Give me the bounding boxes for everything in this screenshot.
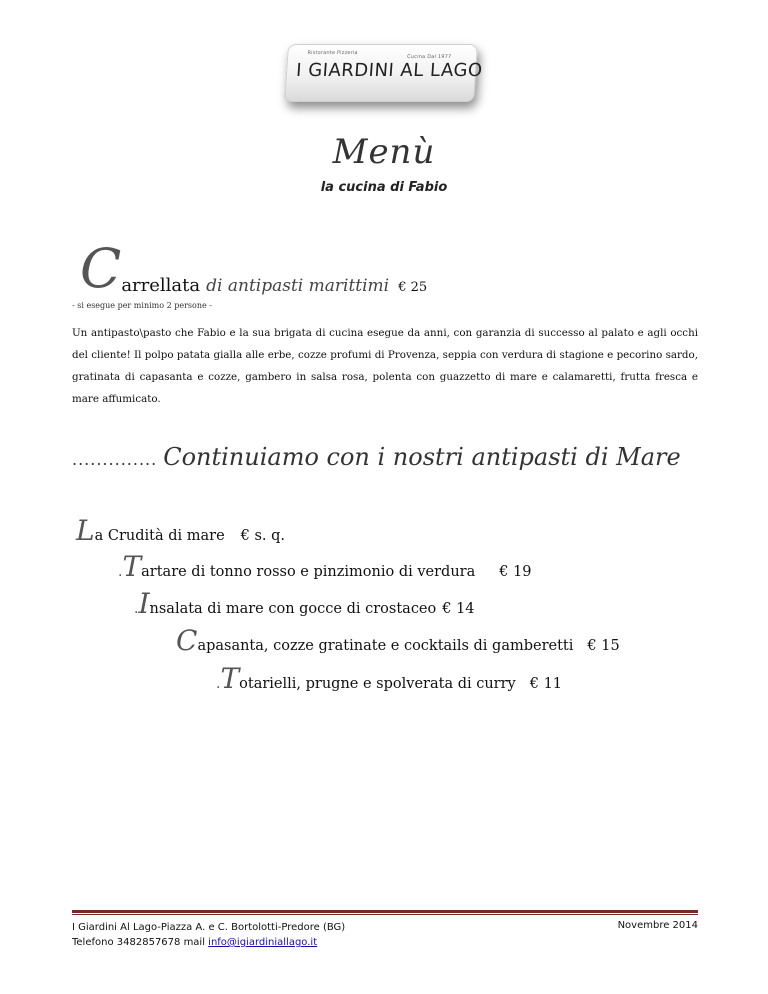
menu-item [176, 624, 620, 657]
footer-address [72, 920, 345, 950]
logo-tagline-right: Cucina Dal 1977 [406, 54, 452, 60]
logo-tagline-left: Ristorante Pizzeria [307, 50, 358, 56]
section-heading [72, 443, 681, 471]
carrellata-note: - si esegue per minimo 2 persone - [72, 301, 212, 310]
menu-item-name: nsalata di mare con gocce di crostaceo [149, 601, 437, 617]
menu-item-name: otarielli, prugne e spolverata di curry [239, 676, 516, 692]
menu-item-price: € 19 [499, 564, 532, 580]
restaurant-logo [284, 44, 484, 102]
footer-contact-line: Telefono 3482857678 mail info@igiardiniallago.it [72, 937, 318, 948]
menu-item-price: € s. q. [240, 528, 286, 544]
page-title: Menù [332, 132, 436, 172]
page-subtitle: la cucina di Fabio [320, 180, 448, 195]
carrellata-description: Un antipasto\pasto che Fabio e la sua brigata di cucina esegue da anni, con garanzia di successo al palato e agli occhi del cliente! Il polpo patata gialla alle erbe, cozze profumi di Provenza, seppia con verdura di stagione e pecorino sardo, gratinata di capasanta e cozze, gambero in salsa rosa, polenta con guazzetto di mare e calamaretti, frutta fresca e mare affumicato. [72, 327, 698, 405]
menu-item-name: artare di tonno rosso e pinzimonio di verdura [141, 564, 476, 580]
carrellata-name: arrellata [121, 275, 201, 296]
email-link[interactable]: info@igiardiniallago.it [208, 937, 318, 948]
menu-item [76, 514, 286, 547]
menu-item-initial: T [122, 550, 142, 583]
menu-item: .Totarielli, prugne e spolverata di curry € 11 [216, 662, 563, 695]
menu-item-initial: L [76, 514, 95, 547]
menu-item: .Tartare di tonno rosso e pinzimonio di verdura € 19 [118, 550, 532, 583]
section-dots: .............. [72, 450, 158, 469]
logo-name: I GIARDINI AL LAGO [295, 60, 484, 81]
menu-item-initial: T [220, 662, 240, 695]
carrellata-subtitle: di antipasti marittimi [206, 276, 390, 296]
carrellata-initial: C [80, 237, 122, 300]
carrellata-price: € 25 [398, 280, 428, 295]
menu-item-price: € 14 [442, 601, 475, 617]
section-title: Continuiamo con i nostri antipasti di Mare [163, 443, 681, 471]
footer-address-line: I Giardini Al Lago-Piazza A. e C. Bortolotti-Predore (BG) [72, 922, 346, 933]
menu-item-initial: C [176, 624, 198, 657]
menu-item-price: € 15 [587, 638, 620, 654]
footer-rule-thin [72, 914, 698, 915]
menu-item: .Insalata di mare con gocce di crostaceo € 14 [134, 587, 475, 620]
menu-item-name: apasanta, cozze gratinate e cocktails di gamberetti [197, 638, 574, 654]
menu-item-initial: I [138, 587, 150, 620]
carrellata-heading [80, 237, 428, 300]
footer-date: Novembre 2014 [617, 920, 698, 931]
footer-rule-thick [72, 910, 698, 913]
menu-item-name: a Crudità di mare [94, 528, 225, 544]
menu-item-price: € 11 [529, 676, 563, 692]
